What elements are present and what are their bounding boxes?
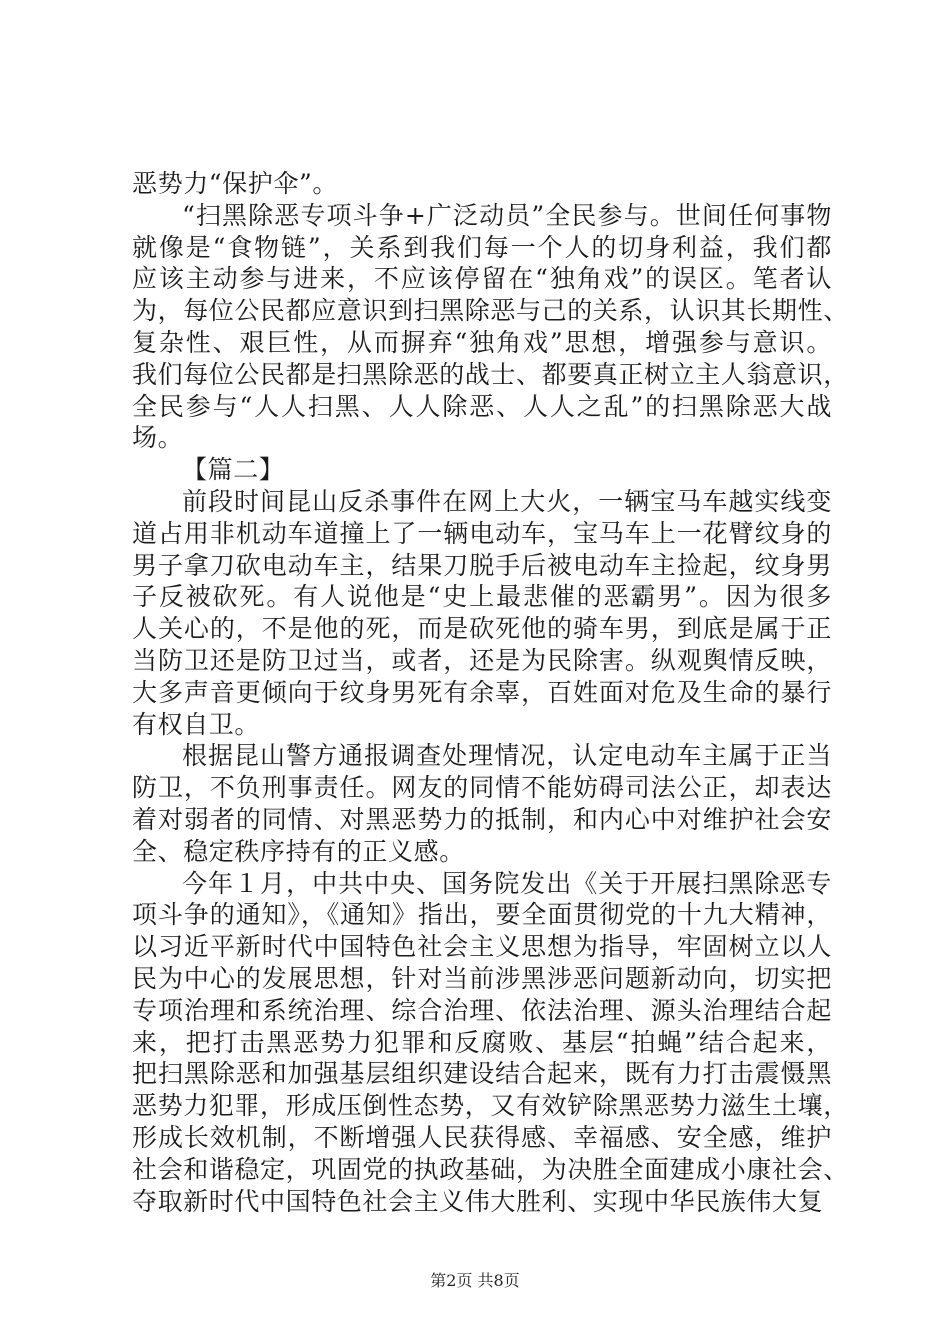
text-line: 社会和谐稳定，巩固党的执政基础，为决胜全面建成小康社会、 <box>132 1154 849 1184</box>
text-line: 子反被砍死。有人说他是“史上最悲催的恶霸男”。因为很多 <box>132 582 832 612</box>
text-line: 为，每位公民都应意识到扫黑除恶与己的关系，认识其长期性、 <box>132 296 849 326</box>
text-line: 当防卫还是防卫过当，或者，还是为民除害。纵观舆情反映， <box>132 645 832 675</box>
text-line: 项斗争的通知》，《通知》指出，要全面贯彻党的十九大精神， <box>132 900 832 930</box>
text-line: 专项治理和系统治理、综合治理、依法治理、源头治理结合起 <box>132 995 832 1025</box>
text-line: 夺取新时代中国特色社会主义伟大胜利、实现中华民族伟大复 <box>132 1186 824 1216</box>
text-line: 全、稳定秩序持有的正义感。 <box>132 836 465 866</box>
text-line: 前段时间昆山反杀事件在网上大火，一辆宝马车越实线变 <box>182 486 832 516</box>
paragraph <box>132 740 832 867</box>
document-body <box>132 168 849 1217</box>
text-line: 着对弱者的同情、对黑恶势力的抵制，和内心中对维护社会安 <box>132 804 832 834</box>
text-line: 【篇二】 <box>182 455 285 485</box>
text-line: 大多声音更倾向于纹身男死有余辜，百姓面对危及生命的暴行 <box>132 677 832 707</box>
text-line: 就像是“食物链”，关系到我们每一个人的切身利益，我们都 <box>132 232 832 262</box>
text-line: 场。 <box>132 423 184 453</box>
text-line: 把扫黑除恶和加强基层组织建设结合起来，既有力打击震慑黑 <box>132 1059 832 1089</box>
text-line: “扫黑除恶专项斗争+广泛动员”全民参与。世间任何事物 <box>182 200 832 230</box>
paragraph <box>132 868 849 1218</box>
paragraph <box>132 486 832 740</box>
text-line: 男子拿刀砍电动车主，结果刀脱手后被电动车主捡起，纹身男 <box>132 550 832 580</box>
text-line: 形成长效机制，不断增强人民获得感、幸福感、安全感，维护 <box>132 1122 832 1152</box>
paragraph <box>132 168 832 200</box>
paragraph <box>132 454 832 486</box>
text-line: 以习近平新时代中国特色社会主义思想为指导，牢固树立以人 <box>132 932 832 962</box>
text-line: 人关心的，不是他的死，而是砍死他的骑车男，到底是属于正 <box>132 614 832 644</box>
text-line: 道占用非机动车道撞上了一辆电动车，宝马车上一花臂纹身的 <box>132 518 832 548</box>
text-line: 民为中心的发展思想，针对当前涉黑涉恶问题新动向，切实把 <box>132 963 832 993</box>
page-footer: 第2页 共8页 <box>430 1271 520 1290</box>
text-line: 应该主动参与进来，不应该停留在“独角戏”的误区。笔者认 <box>132 264 832 294</box>
text-line: 有权自卫。 <box>132 709 261 739</box>
text-line: 复杂性、艰巨性，从而摒弃“独角戏”思想，增强参与意识。 <box>132 327 832 357</box>
text-line: 恶势力犯罪，形成压倒性态势，又有效铲除黑恶势力滋生土壤， <box>132 1091 849 1121</box>
text-line: 防卫，不负刑事责任。网友的同情不能妨碍司法公正，却表达 <box>132 773 832 803</box>
text-line: 全民参与“人人扫黑、人人除恶、人人之乱”的扫黑除恶大战 <box>132 391 832 421</box>
text-line: 今年１月，中共中央、国务院发出《关于开展扫黑除恶专 <box>182 868 832 898</box>
text-line: 根据昆山警方通报调查处理情况，认定电动车主属于正当 <box>182 741 832 771</box>
text-line: 我们每位公民都是扫黑除恶的战士、都要真正树立主人翁意识， <box>132 359 849 389</box>
paragraph <box>132 200 849 454</box>
text-line: 来，把打击黑恶势力犯罪和反腐败、基层“拍蝇”结合起来， <box>132 1027 832 1057</box>
text-line: 恶势力“保护伞”。 <box>132 169 338 198</box>
